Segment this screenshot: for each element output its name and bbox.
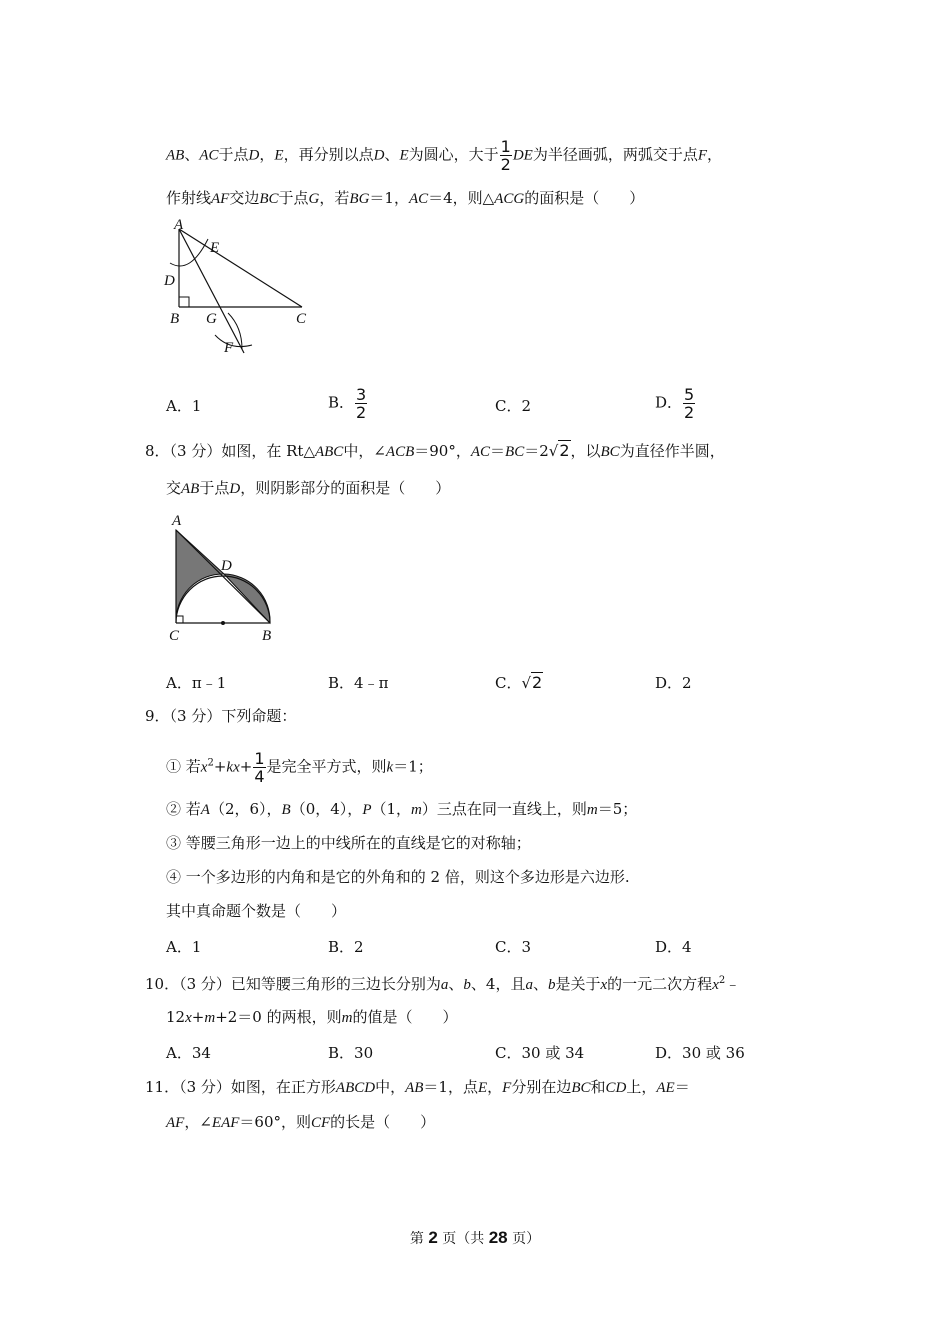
q7-side-ac	[179, 229, 302, 307]
q9-option-a[interactable]: A．1	[166, 938, 202, 956]
q8-option-c[interactable]: C．√2	[495, 673, 543, 692]
page-footer: 第 2 页（共 28 页）	[409, 1228, 541, 1247]
q9-fraction-quarter: $\frac{1}{4}$	[254, 749, 265, 786]
q9-option-c[interactable]: C．3	[495, 938, 532, 956]
q8-label-d: D	[221, 558, 232, 574]
q7-fraction-half: $\frac{1}{2}$	[500, 137, 511, 174]
q9-option-b[interactable]: B．2	[328, 938, 364, 956]
q7-label-g: G	[206, 311, 217, 327]
q8-semicircle-figure	[165, 510, 285, 645]
q10-option-a[interactable]: A．34	[166, 1044, 211, 1062]
q8-right-angle-mark	[176, 616, 183, 623]
q7-label-e: E	[210, 240, 220, 256]
q7-triangle-figure	[160, 215, 320, 355]
q7-label-a: A	[174, 217, 184, 233]
q8-label-a: A	[172, 513, 182, 529]
q10-line1: 10．（3 分）已知等腰三角形的三边长分别为a、b、4，且a、b是关于x的一元二次方程$x^2﹣$	[145, 975, 741, 993]
q8-line1: 8．（3 分）如图，在 Rt△ABC中，∠ACB＝90°，AC＝BC＝2√2，以BC为直径作半圆，	[145, 441, 725, 460]
q7-label-b: B	[170, 311, 180, 327]
q7-option-a[interactable]: A．1	[166, 397, 202, 415]
q7-seg-ab: AB	[166, 147, 185, 164]
q7-arc-f1	[215, 335, 252, 347]
q10-option-d[interactable]: D．30 或 36	[655, 1044, 745, 1062]
q8-label-b: B	[262, 628, 272, 644]
q11-line2: AF，∠EAF＝60°，则CF的长是（ ）	[166, 1113, 436, 1131]
q7-label-d: D	[164, 273, 175, 289]
q7-arc-de	[170, 239, 208, 266]
q7-option-b[interactable]: B． $\frac{3}{2}$	[328, 385, 367, 422]
q8-label-c: C	[169, 628, 180, 644]
q7-right-angle-mark	[179, 297, 189, 307]
q7-line2: 作射线AF交边BC于点G，若BG＝1，AC＝4，则△ACG的面积是（ ）	[166, 189, 645, 207]
q9-statement-3: ③ 等腰三角形一边上的中线所在的直线是它的对称轴；	[166, 834, 531, 852]
q10-option-b[interactable]: B．30	[328, 1044, 374, 1062]
q8-sqrt: √2	[548, 441, 570, 460]
q9-option-d[interactable]: D．4	[655, 938, 692, 956]
q8-option-a[interactable]: A．π﹣1	[166, 674, 227, 692]
q9-title: 9．（3 分）下列命题：	[145, 707, 297, 725]
q10-option-c[interactable]: C．30 或 34	[495, 1044, 585, 1062]
q8-option-b[interactable]: B．4﹣π	[328, 674, 389, 692]
q7-label-f: F	[224, 340, 234, 355]
q7-option-d[interactable]: D． $\frac{5}{2}$	[655, 385, 695, 422]
q8-option-d[interactable]: D．2	[655, 674, 692, 692]
q9-statement-1: ① 若$x^2+kx+$ $\frac{1}{4}$ 是完全平方式，则k＝1；	[166, 749, 433, 786]
q7-label-c: C	[296, 311, 307, 327]
q7-option-c[interactable]: C．2	[495, 397, 532, 415]
q11-line1: 11．（3 分）如图，在正方形ABCD中，AB＝1，点E，F分别在边BC和CD上，AE＝	[145, 1078, 690, 1096]
q9-statement-2: ② 若A（2，6），B（0，4），P（1，m）三点在同一直线上，则m＝5；	[166, 800, 638, 818]
q7-line1: AB、AC于点D，E，再分别以点D、E为圆心，大于 $\frac{1}{2}$ DE为半径画弧，两弧交于点F，	[166, 137, 723, 174]
total-page-count: 28	[488, 1228, 508, 1247]
q10-line2: 12x+m+2＝0 的两根，则m的值是（ ）	[166, 1008, 458, 1026]
q9-statement-4: ④ 一个多边形的内角和是它的外角和的 2 倍，则这个多边形是六边形.	[166, 868, 630, 886]
q8-center-point	[221, 621, 225, 625]
q9-ask: 其中真命题个数是（ ）	[166, 902, 347, 920]
q8-line2: 交AB于点D，则阴影部分的面积是（ ）	[166, 479, 451, 497]
current-page-number: 2	[428, 1228, 438, 1247]
